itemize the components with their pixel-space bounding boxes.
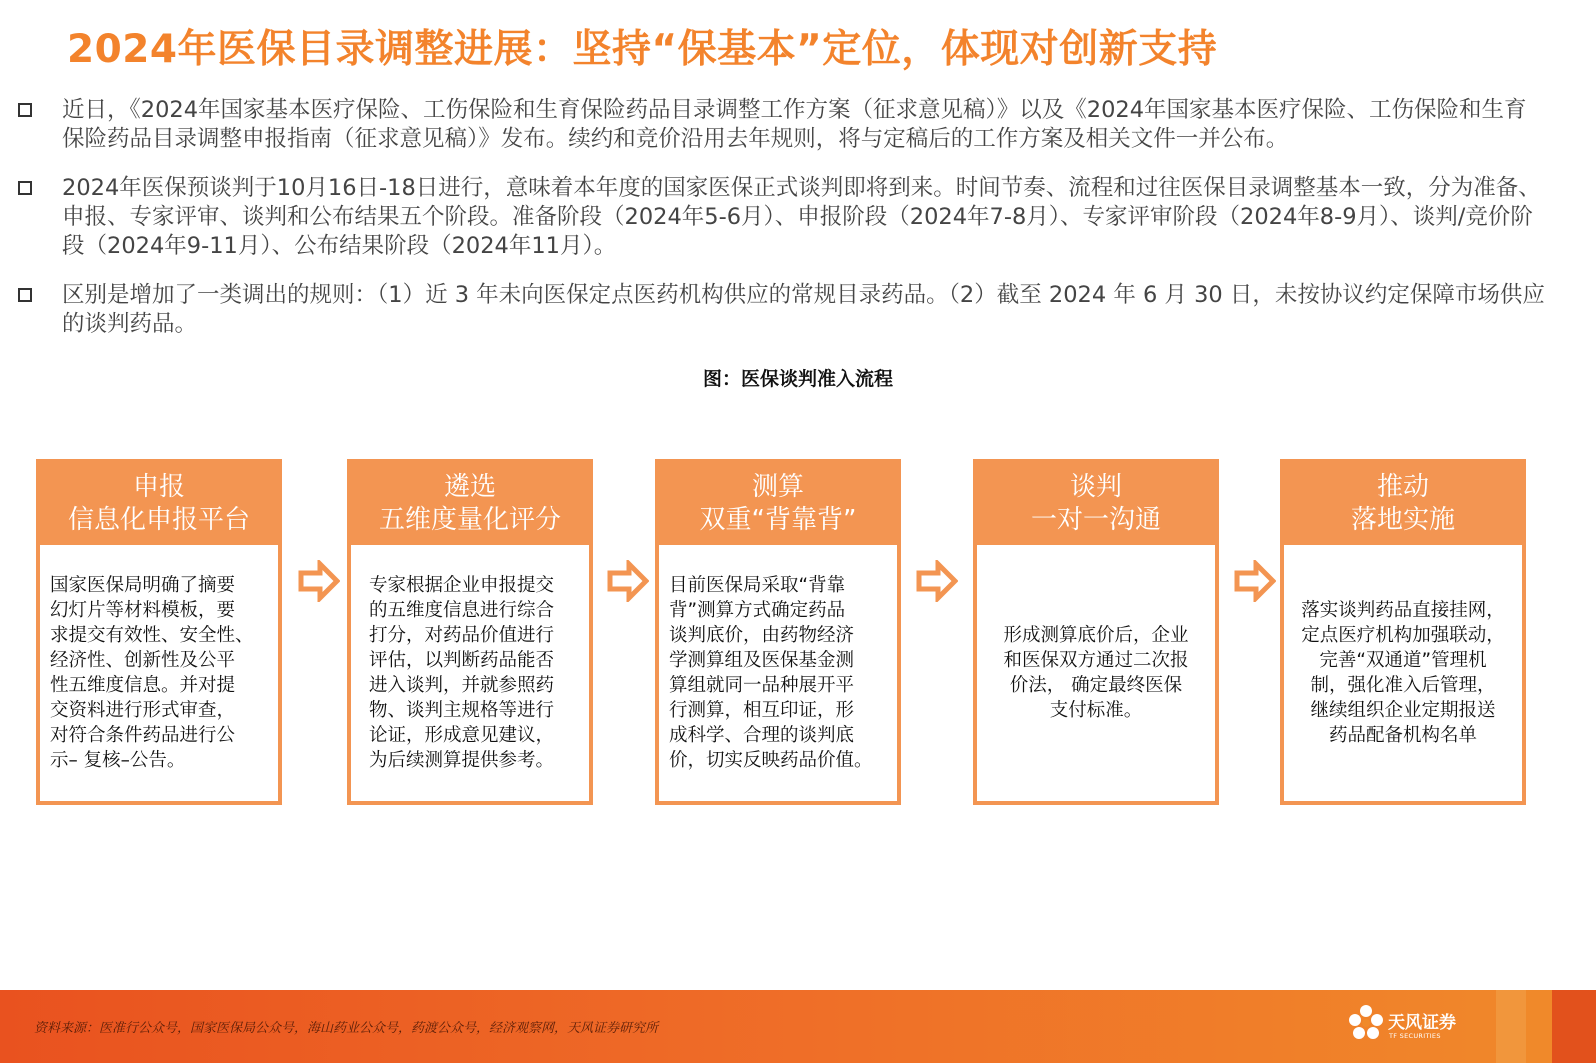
figure-title: 图：医保谈判准入流程 [702, 368, 893, 390]
step-header [1284, 463, 1522, 545]
flow-step-select [347, 459, 593, 805]
step-description-text: 形成测算底价后，企业 和医保双方通过二次报 价法， 确定最终医保 支付标准。 [1003, 625, 1189, 721]
step-description-text: 国家医保局明确了摘要 幻灯片等材料模板，要 求提交有效性、安全性、 经济性、创新性及公平 性五维度信息。并对提 交资料进行形式审查， 对符合条件药品进行公 示– 复核–公告。 [50, 575, 254, 771]
bullet-item [18, 174, 1548, 261]
step-description-text: 专家根据企业申报提交 的五维度信息进行综合 打分，对药品价值进行 评估，以判断药品能否 进入谈判，并就参照药 物、谈判主规格等进行 论证，形成意见建议， 为后续测算提供参考。 [369, 575, 555, 771]
arrow-right-icon [607, 560, 649, 602]
step-title: 遴选 [443, 472, 496, 502]
arrow-right-icon [916, 560, 958, 602]
bullet-item [18, 281, 1548, 339]
square-bullet-icon [18, 103, 32, 117]
step-header [351, 463, 589, 545]
bullet-text: 2024年医保预谈判于10月16日-18日进行，意味着本年度的国家医保正式谈判即将到来。时间节奏、流程和过往医保目录调整基本一致，分为准备、申报、专家评审、谈判和公布结果五个阶段。准备阶段（2024年5-6月）、申报阶段（2024年7-8月）、专家评审阶段（2024年8-9月）、谈判/竞价阶段（2024年9-11月）、公布结果阶段（2024年11月）。 [62, 175, 1541, 259]
arrow-right-icon [1234, 560, 1276, 602]
flow-step-apply [36, 459, 282, 805]
company-logo [1346, 1002, 1466, 1050]
page-title: 2024年医保目录调整进展：坚持“保基本”定位，体现对创新支持 [67, 27, 1218, 72]
logo-english-name: TF SECURITIES [1389, 1032, 1441, 1040]
square-bullet-icon [18, 288, 32, 302]
step-description [355, 545, 585, 801]
arrow-right-icon [298, 560, 340, 602]
step-description [44, 545, 274, 801]
step-subtitle: 信息化申报平台 [67, 505, 250, 535]
step-description-text: 目前医保局采取“背靠 背”测算方式确定药品 谈判底价，由药物经济 学测算组及医保基金测 算组就同一品种展开平 行测算，相互印证，形 成科学、合理的谈判底 价，切实反映药品价值。 [669, 575, 873, 771]
footer-bar [0, 990, 1596, 1063]
step-description-text: 落实谈判药品直接挂网， 定点医疗机构加强联动， 完善“双通道”管理机 制，强化准入后管理， 继续组织企业定期报送 药品配备机构名单 [1301, 600, 1505, 746]
step-title: 测算 [751, 472, 804, 502]
bullet-item [18, 96, 1548, 154]
decor-block [1552, 990, 1596, 1063]
step-title: 申报 [132, 472, 185, 502]
step-subtitle: 双重“背靠背” [699, 505, 857, 535]
flower-logo-icon [1346, 1002, 1386, 1046]
decor-block [1526, 990, 1552, 1063]
step-header [977, 463, 1215, 545]
step-subtitle: 落地实施 [1350, 505, 1455, 535]
flow-step-negotiate [973, 459, 1219, 805]
bullet-list [18, 96, 1548, 359]
step-description [663, 545, 893, 801]
source-note: 资料来源：医准行公众号，国家医保局公众号，海山药业公众号，药渡公众号，经济观察网，天风证券研究所 [34, 1021, 659, 1036]
bullet-text: 区别是增加了一类调出的规则：（1）近 3 年未向医保定点医药机构供应的常规目录药品。（2）截至 2024 年 6 月 30 日，未按协议约定保障市场供应的谈判药品。 [62, 282, 1545, 337]
bullet-text: 近日，《2024年国家基本医疗保险、工伤保险和生育保险药品目录调整工作方案（征求意见稿）》以及《2024年国家基本医疗保险、工伤保险和生育保险药品目录调整申报指南（征求意见稿）》发布。续约和竞价沿用去年规则，将与定稿后的工作方案及相关文件一并公布。 [62, 97, 1527, 152]
step-title: 谈判 [1069, 472, 1122, 502]
step-subtitle: 五维度量化评分 [378, 505, 561, 535]
logo-name: 天风证券 [1388, 1013, 1456, 1033]
step-header [659, 463, 897, 545]
step-subtitle: 一对一沟通 [1030, 505, 1161, 535]
flow-step-implement [1280, 459, 1526, 805]
decor-block [1496, 990, 1526, 1063]
step-title: 推动 [1376, 472, 1429, 502]
step-description [981, 545, 1211, 801]
square-bullet-icon [18, 181, 32, 195]
step-header [40, 463, 278, 545]
step-description [1288, 545, 1518, 801]
flow-step-calculate [655, 459, 901, 805]
